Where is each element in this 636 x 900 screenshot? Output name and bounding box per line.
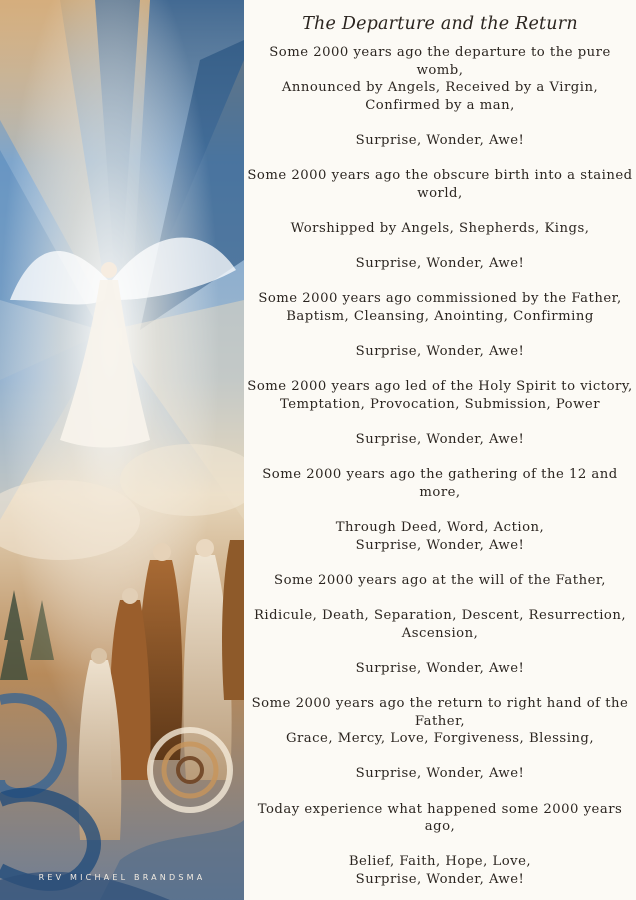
poem-line: Some 2000 years ago the departure to the pure womb, [269, 45, 611, 78]
poem-line: Surprise, Wonder, Awe! [355, 660, 525, 676]
poem-stanza [244, 378, 636, 413]
poem-line: Surprise, Wonder, Awe! [355, 871, 525, 887]
poem-line: Some 2000 years ago the return to right hand of the [251, 695, 629, 711]
poem-line: Father, [414, 713, 466, 729]
poem-line: Surprise, Wonder, Awe! [355, 344, 525, 360]
poem-stanza [244, 801, 636, 836]
poem-line: more, [419, 484, 461, 500]
poem-title: The Departure and the Return [302, 14, 578, 34]
poem-stanza [244, 431, 636, 449]
poem-line: Some 2000 years ago at the will of the Father, [274, 572, 606, 588]
poem-line: Some 2000 years ago the gathering of the 12 and [262, 467, 618, 483]
poem-stanza [244, 290, 636, 325]
author-credit: REV MICHAEL BRANDSMA [38, 873, 206, 882]
poem-stanza [244, 132, 636, 150]
poem-line: Some 2000 years ago commissioned by the Father, [258, 291, 622, 307]
poem-body [244, 44, 636, 889]
poem-line: ago, [424, 819, 456, 835]
poem-line: world, [417, 185, 463, 201]
poem-line: Through Deed, Word, Action, [335, 520, 545, 536]
poem-stanza [244, 519, 636, 554]
poem-stanza [244, 220, 636, 238]
poem-line: Grace, Mercy, Love, Forgiveness, Blessing, [285, 731, 595, 747]
poem-line: Temptation, Provocation, Submission, Power [279, 396, 601, 412]
poem-line: Announced by Angels, Received by a Virgin, [281, 80, 599, 96]
poem-stanza [244, 607, 636, 642]
poem-line: Surprise, Wonder, Awe! [355, 432, 525, 448]
poem-stanza [244, 343, 636, 361]
poem-line: Confirmed by a man, [365, 97, 515, 113]
poem-line: Ridicule, Death, Separation, Descent, Resurrection, [253, 608, 627, 623]
poem-line: Surprise, Wonder, Awe! [355, 537, 525, 553]
poem-line: Some 2000 years ago led of the Holy Spirit to victory, [247, 379, 633, 395]
poem-stanza [244, 765, 636, 783]
poem-stanza [244, 255, 636, 273]
poem-stanza [244, 572, 636, 590]
poem-line: Today experience what happened some 2000 years [257, 801, 623, 817]
poem-line: Worshipped by Angels, Shepherds, Kings, [290, 220, 590, 236]
poem-stanza [244, 466, 636, 501]
poem-line: Surprise, Wonder, Awe! [355, 132, 525, 148]
angel-painting-svg [0, 0, 244, 900]
angel-painting [0, 0, 244, 900]
poem-stanza [244, 853, 636, 888]
poem-line: Ascension, [401, 625, 479, 641]
poem-stanza [244, 167, 636, 202]
poem-line: Some 2000 years ago the obscure birth into a stained [247, 168, 633, 184]
poem-line: Surprise, Wonder, Awe! [355, 256, 525, 272]
poem-stanza [244, 44, 636, 114]
poem-line: Belief, Faith, Hope, Love, [348, 854, 532, 870]
poem-stanza [244, 660, 636, 678]
poem-line: Surprise, Wonder, Awe! [355, 766, 525, 782]
poem-line: Baptism, Cleansing, Anointing, Confirming [286, 308, 594, 324]
poem-panel [244, 0, 636, 900]
poem-stanza [244, 695, 636, 748]
